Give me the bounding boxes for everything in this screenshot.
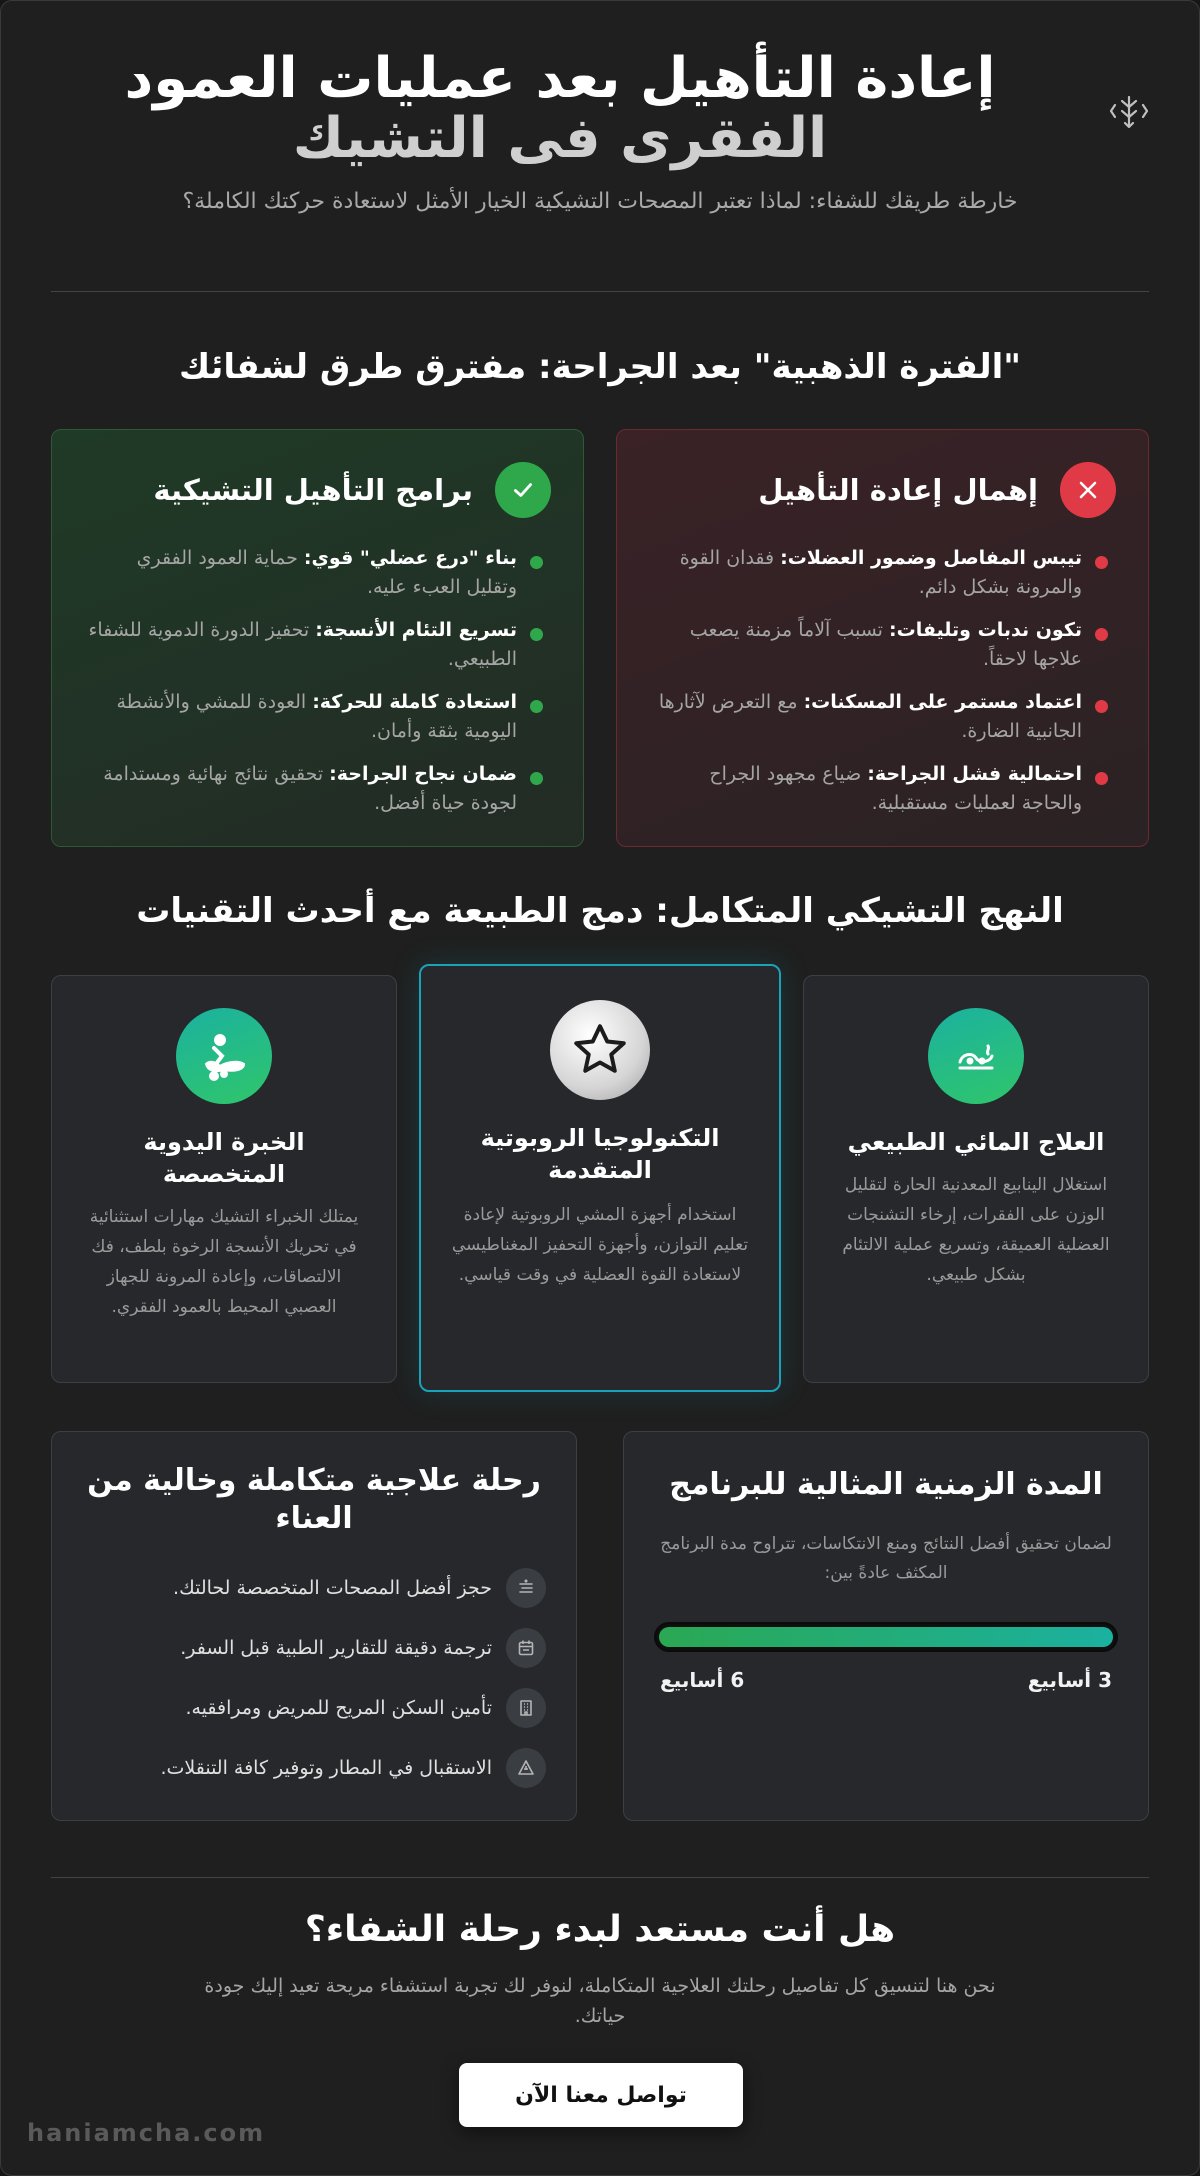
site-watermark: haniamcha.com — [27, 2119, 266, 2147]
list-item — [82, 1748, 546, 1788]
bullet-dot — [1095, 700, 1108, 713]
list-item — [649, 760, 1108, 818]
list-item — [84, 616, 543, 674]
point-text: مع التعرض لآثارها الجانبية الضارة. — [658, 691, 1082, 742]
bullet-dot — [530, 700, 543, 713]
duration-title: المدة الزمنية المثالية للبرنامج — [669, 1467, 1103, 1502]
point-text: تحقيق نتائج نهائية ومستدامة لجودة حياة أفضل. — [103, 763, 517, 814]
neglect-points — [649, 544, 1116, 818]
building-icon — [506, 1688, 546, 1728]
point-heading: تكون ندبات وتليفات: — [889, 619, 1082, 641]
spine-logo-icon — [1109, 91, 1149, 131]
duration-min-label: 3 أسابيع — [1027, 1668, 1112, 1692]
airport-transfer-icon — [506, 1748, 546, 1788]
clinic-list-icon — [506, 1568, 546, 1608]
bullet-dot — [1095, 628, 1108, 641]
feature-card-robotics — [419, 964, 781, 1392]
checkmark-icon — [495, 462, 551, 518]
bullet-dot — [530, 556, 543, 569]
point-heading: احتمالية فشل الجراحة: — [867, 763, 1082, 785]
point-heading: اعتماد مستمر على المسكنات: — [803, 691, 1082, 713]
header-divider — [51, 291, 1149, 292]
header — [51, 41, 1149, 291]
feature-title: التكنولوجيا الروبوتية المتقدمة — [480, 1124, 720, 1184]
list-item — [82, 1628, 546, 1668]
list-item — [84, 760, 543, 818]
massage-hands-icon — [176, 1008, 272, 1104]
journey-card — [51, 1431, 577, 1821]
bullet-dot — [530, 628, 543, 641]
journey-item-text: تأمين السكن المريح للمريض ومرافقيه. — [185, 1697, 492, 1719]
cta-divider — [51, 1877, 1149, 1878]
point-heading: استعادة كاملة للحركة: — [312, 691, 517, 713]
feature-title: العلاج المائي الطبيعي — [847, 1128, 1105, 1156]
journey-list — [82, 1568, 546, 1788]
journey-item-text: حجز أفضل المصحات المتخصصة لحالتك. — [173, 1577, 492, 1599]
point-text: حماية العمود الفقري وتقليل العبء عليه. — [136, 547, 517, 598]
journey-item-text: ترجمة دقيقة للتقارير الطبية قبل السفر. — [180, 1637, 492, 1659]
cta-title: هل أنت مستعد لبدء رحلة الشفاء؟ — [304, 1909, 896, 1950]
bullet-dot — [530, 772, 543, 785]
page-title — [81, 46, 1039, 171]
duration-progress-bar — [654, 1622, 1118, 1652]
journey-title: رحلة علاجية متكاملة وخالية من العناء — [87, 1463, 541, 1536]
list-item — [84, 688, 543, 746]
star-icon — [550, 1000, 650, 1100]
feature-card-hydrotherapy — [803, 975, 1149, 1383]
feature-description: استغلال الينابيع المعدنية الحارة لتقليل الوزن على الفقرات، إرخاء التشنجات العضلية العميقة، وتسريع عملية الالتئام بشكل طبيعي. — [842, 1175, 1110, 1285]
programs-card-header — [84, 462, 551, 518]
duration-progress-fill — [659, 1627, 1113, 1647]
hot-spring-icon — [928, 1008, 1024, 1104]
bullet-dot — [1095, 556, 1108, 569]
calendar-icon — [506, 1628, 546, 1668]
close-icon — [1060, 462, 1116, 518]
list-item — [649, 544, 1108, 602]
integrated-approach-title: النهج التشيكي المتكامل: دمج الطبيعة مع أحدث التقنيات — [136, 891, 1064, 931]
point-heading: تسريع التئام الأنسجة: — [315, 619, 517, 641]
golden-period-title: "الفترة الذهبية" بعد الجراحة: مفترق طرق لشفائك — [178, 347, 1022, 387]
point-heading: ضمان نجاح الجراحة: — [329, 763, 517, 785]
page-title-line1: إعادة التأهيل بعد عمليات العمود — [124, 46, 996, 111]
neglect-card — [616, 429, 1149, 847]
feature-title: الخبرة اليدوية المتخصصة — [143, 1128, 305, 1188]
list-item — [82, 1688, 546, 1728]
contact-us-button[interactable]: تواصل معنا الآن — [459, 2063, 743, 2127]
point-heading: بناء "درع عضلي" قوي: — [303, 547, 517, 569]
feature-card-manual-therapy — [51, 975, 397, 1383]
point-text: العودة للمشي والأنشطة اليومية بثقة وأمان. — [116, 691, 517, 742]
point-text: تسبب آلاماً مزمنة يصعب علاجها لاحقاً. — [689, 619, 1082, 670]
point-text: فقدان القوة والمرونة بشكل دائم. — [679, 547, 1082, 598]
journey-item-text: الاستقبال في المطار وتوفير كافة التنقلات. — [160, 1757, 492, 1779]
duration-max-label: 6 أسابيع — [660, 1668, 745, 1692]
duration-card — [623, 1431, 1149, 1821]
duration-description: لضمان تحقيق أفضل النتائج ومنع الانتكاسات، تتراوح مدة البرنامج المكثف عادةً بين: — [660, 1534, 1112, 1583]
neglect-card-header — [649, 462, 1116, 518]
bullet-dot — [1095, 772, 1108, 785]
programs-points — [84, 544, 551, 818]
cta-description: نحن هنا لتنسيق كل تفاصيل رحلتك العلاجية المتكاملة، لنوفر لك تجربة استشفاء مريحة تعيد إليك جودة حياتك. — [204, 1975, 996, 2027]
neglect-card-title: إهمال إعادة التأهيل — [758, 473, 1038, 507]
point-heading: تيبس المفاصل وضمور العضلات: — [780, 547, 1082, 569]
list-item — [82, 1568, 546, 1608]
page-title-line2: الفقرى فى التشيك — [292, 106, 828, 171]
list-item — [649, 688, 1108, 746]
point-text: تحفيز الدورة الدموية للشفاء الطبيعي. — [88, 619, 517, 670]
feature-description: يمتلك الخبراء التشيك مهارات استثنائية في تحريك الأنسجة الرخوة بلطف، فك الالتصاقات، وإعادة المرونة للجهاز العصبي المحيط بالعمود الفقري. — [89, 1207, 359, 1317]
list-item — [649, 616, 1108, 674]
duration-range-labels — [654, 1668, 1118, 1692]
programs-card — [51, 429, 584, 847]
list-item — [84, 544, 543, 602]
feature-description: استخدام أجهزة المشي الروبوتية لإعادة تعليم التوازن، وأجهزة التحفيز المغناطيسي لاستعادة القوة العضلية في وقت قياسي. — [451, 1205, 749, 1285]
programs-card-title: برامج التأهيل التشيكية — [153, 473, 473, 507]
point-text: ضياع مجهود الجراح والحاجة لعمليات مستقبلية. — [709, 763, 1082, 814]
page-subtitle: خارطة طريقك للشفاء: لماذا تعتبر المصحات التشيكية الخيار الأمثل لاستعادة حركتك الكاملة؟ — [182, 189, 1018, 214]
